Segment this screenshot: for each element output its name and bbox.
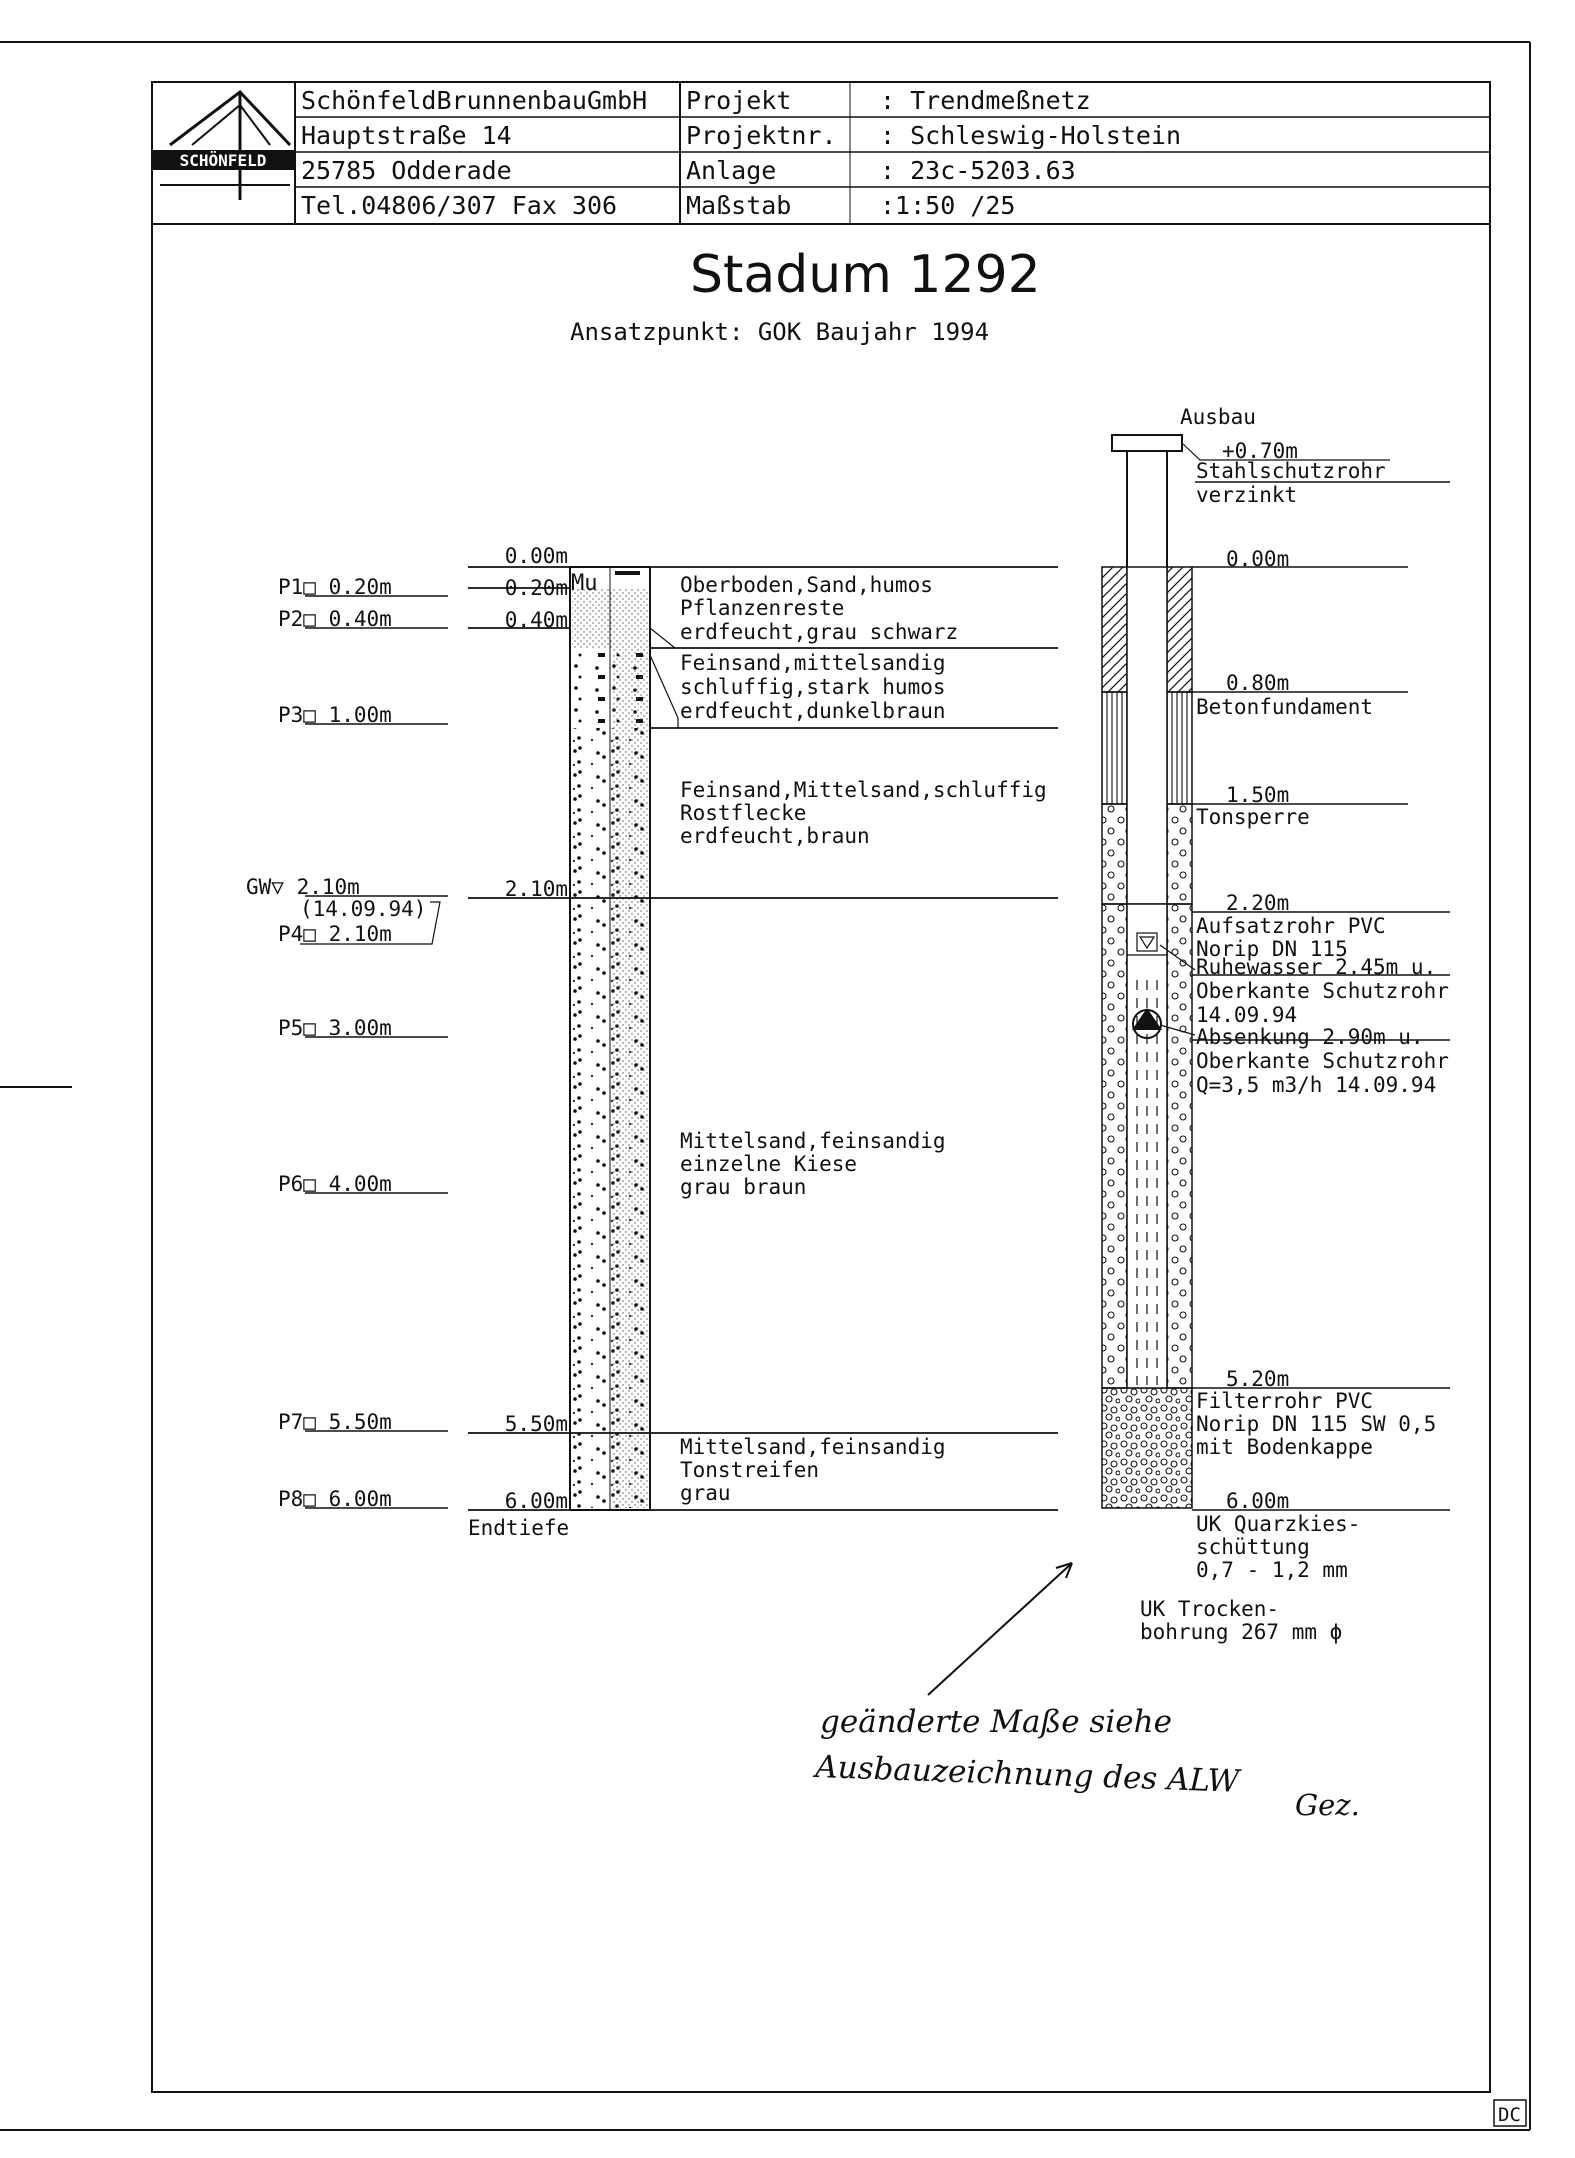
label-projektnr: Projektnr. [686, 121, 837, 150]
absenkung-ref: Oberkante Schutzrohr [1196, 1049, 1449, 1073]
label-projekt: Projekt [686, 86, 792, 115]
company-phone: Tel.04806/307 Fax 306 [301, 191, 618, 220]
sample-p2: P2□ 0.40m [278, 607, 392, 631]
drawing-subtitle: Ansatzpunkt: GOK Baujahr 1994 [570, 318, 990, 346]
note-line1: geänderte Maße siehe [820, 1704, 1172, 1740]
layer1-line1: Oberboden,Sand,humos [680, 573, 933, 597]
filter-depth: 5.20m [1226, 1367, 1290, 1391]
layer5-line3: grau [680, 1481, 731, 1505]
aufsatz-spec: Norip DN 115 [1196, 937, 1348, 961]
beton-label: Betonfundament [1196, 695, 1374, 719]
depth-0-20: 0.20m [504, 576, 568, 600]
layer3-line1: Feinsand,Mittelsand,schluffig [680, 778, 1047, 802]
sample-p4: P4□ 2.10m [278, 922, 392, 946]
layer5-line2: Tonstreifen [680, 1458, 820, 1482]
layer2-line1: Feinsand,mittelsandig [680, 651, 946, 675]
gravel-label-2: schüttung [1196, 1535, 1310, 1559]
ausbau-title: Ausbau [1180, 405, 1256, 429]
label-massstab: Maßstab [686, 191, 792, 220]
title-block [152, 82, 1490, 224]
corner-mark: DC [1498, 2104, 1521, 2126]
layer3-line3: erdfeucht,braun [680, 824, 870, 848]
steel-pipe-label: Stahlschutzrohr [1196, 459, 1386, 483]
soil-profile [468, 544, 1058, 1540]
layer2-line2: schluffig,stark humos [680, 675, 946, 699]
filter-label: Filterrohr PVC [1196, 1389, 1374, 1413]
value-projekt: : Trendmeßnetz [880, 86, 1091, 115]
note-line2: Ausbauzeichnung des ALW [814, 1749, 1240, 1800]
depth-6-00: 6.00m [504, 1489, 568, 1513]
company-name: SchönfeldBrunnenbauGmbH [301, 86, 648, 115]
aufsatz-depth: 2.20m [1226, 891, 1290, 915]
layer3-line2: Rostflecke [680, 801, 807, 825]
sample-p8: P8□ 6.00m [278, 1487, 392, 1511]
sample-p6: P6□ 4.00m [278, 1172, 392, 1196]
layer4-line1: Mittelsand,feinsandig [680, 1129, 946, 1153]
groundwater-level: GW▽ 2.10m [246, 875, 360, 899]
layer1-line3: erdfeucht,grau schwarz [680, 620, 959, 644]
absenkung: Absenkung 2.90m u. [1196, 1025, 1424, 1049]
well-depth-0-00: 0.00m [1226, 547, 1290, 571]
company-city: 25785 Odderade [301, 156, 512, 185]
filter-spec: Norip DN 115 SW 0,5 [1196, 1412, 1437, 1436]
layer4-line2: einzelne Kiese [680, 1152, 858, 1176]
depth-0-40: 0.40m [504, 608, 568, 632]
layer1-line2: Pflanzenreste [680, 596, 845, 620]
drawing-title: Stadum 1292 [690, 245, 1041, 305]
trocken-diameter: bohrung 267 mm ϕ [1140, 1620, 1343, 1644]
sample-p5: P5□ 3.00m [278, 1016, 392, 1040]
sample-p3: P3□ 1.00m [278, 703, 392, 727]
pump-rate: Q=3,5 m3/h 14.09.94 [1196, 1073, 1437, 1097]
depth-0-00: 0.00m [504, 544, 568, 568]
value-projektnr: : Schleswig-Holstein [880, 121, 1182, 150]
label-anlage: Anlage [686, 156, 777, 185]
trocken-label: UK Trocken- [1140, 1597, 1280, 1621]
value-anlage: : 23c-5203.63 [880, 156, 1076, 185]
note-signature: Gez. [1295, 1788, 1360, 1822]
company-street: Hauptstraße 14 [301, 121, 512, 150]
steel-pipe-note: verzinkt [1196, 483, 1298, 507]
depth-2-10: 2.10m [504, 877, 568, 901]
layer5-line1: Mittelsand,feinsandig [680, 1435, 946, 1459]
beton-depth: 0.80m [1226, 671, 1290, 695]
layer2-line3: erdfeucht,dunkelbraun [680, 699, 946, 723]
gravel-size: 0,7 - 1,2 mm [1196, 1558, 1348, 1582]
endtiefe-label: Endtiefe [468, 1516, 570, 1540]
sample-p1: P1□ 0.20m [278, 575, 392, 599]
mu-label: Mu [571, 571, 598, 596]
company-logo [152, 92, 295, 200]
gravel-label: UK Quarzkies- [1196, 1512, 1361, 1536]
value-massstab: :1:50 /25 [880, 191, 1016, 220]
sample-p7: P7□ 5.50m [278, 1410, 392, 1434]
filter-cap: mit Bodenkappe [1196, 1435, 1374, 1459]
layer4-line3: grau braun [680, 1175, 807, 1199]
well-construction [1102, 405, 1450, 1644]
ruhewasser-ref: Oberkante Schutzrohr [1196, 979, 1449, 1003]
logo-text: SCHÖNFELD [179, 151, 267, 170]
ton-label: Tonsperre [1196, 805, 1310, 829]
ruhewasser-date: 14.09.94 [1196, 1003, 1298, 1027]
aufsatz-label: Aufsatzrohr PVC [1196, 914, 1386, 938]
groundwater-date: (14.09.94) [300, 897, 427, 921]
bottom-depth: 6.00m [1226, 1489, 1290, 1513]
ton-depth: 1.50m [1226, 783, 1290, 807]
depth-5-50: 5.50m [504, 1412, 568, 1436]
sample-markers [246, 575, 448, 1511]
ruhewasser: Ruhewasser 2.45m u. [1196, 955, 1437, 979]
top-height: +0.70m [1222, 439, 1298, 463]
